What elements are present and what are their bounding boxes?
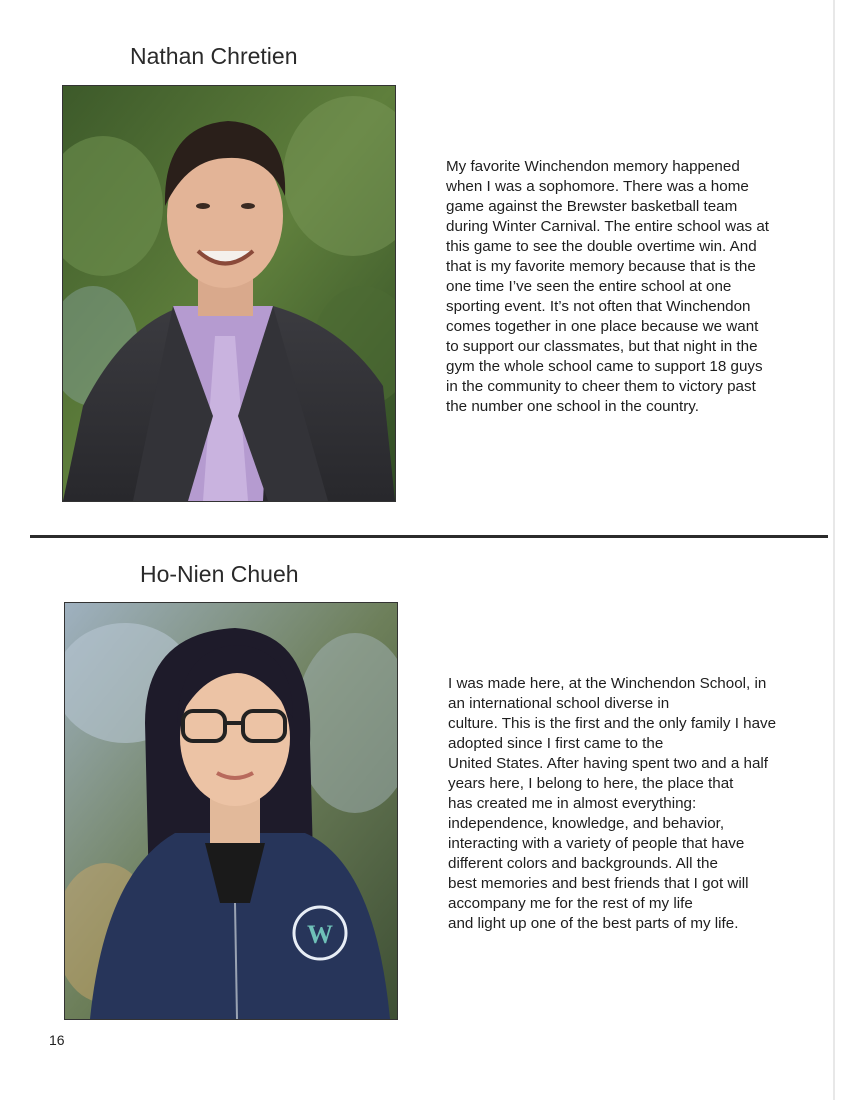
profile-name-ho-nien-chueh: Ho-Nien Chueh xyxy=(140,561,299,587)
memory-text-ho-nien: I was made here, at the Winchendon School, in an international school diverse in culture. This is the first and the only family I have adopted since I first came to the United States. After having spent two and a half years here, I belong to here, the place that has created me in almost everything: independence, knowledge, and behavior, interacting with a variety of people that have different colors and backgrounds. All the best memories and best friends that I got will accompany me for the rest of my life and light up one of the best parts of my life. xyxy=(448,675,777,932)
page-number: 16 xyxy=(49,1032,65,1048)
page-edge xyxy=(833,0,835,1100)
portrait-photo-ho-nien xyxy=(64,602,398,1020)
portrait-photo-nathan xyxy=(62,85,396,502)
profile-name-nathan-chretien: Nathan Chretien xyxy=(130,43,298,69)
section-divider xyxy=(30,535,828,538)
memory-text-nathan: My favorite Winchendon memory happened when I was a sophomore. There was a home game against the Brewster basketball team during Winter Carnival. The entire school was at this game to see the double overtime win. And that is my favorite memory because that is the one time I’ve seen the entire school at one sporting event. It’s not often that Winchendon comes together in one place because we want to support our classmates, but that night in the gym the whole school came to support 18 guys in the community to cheer them to victory past the number one school in the country. xyxy=(446,158,770,415)
school-logo-letter: W xyxy=(307,920,333,949)
